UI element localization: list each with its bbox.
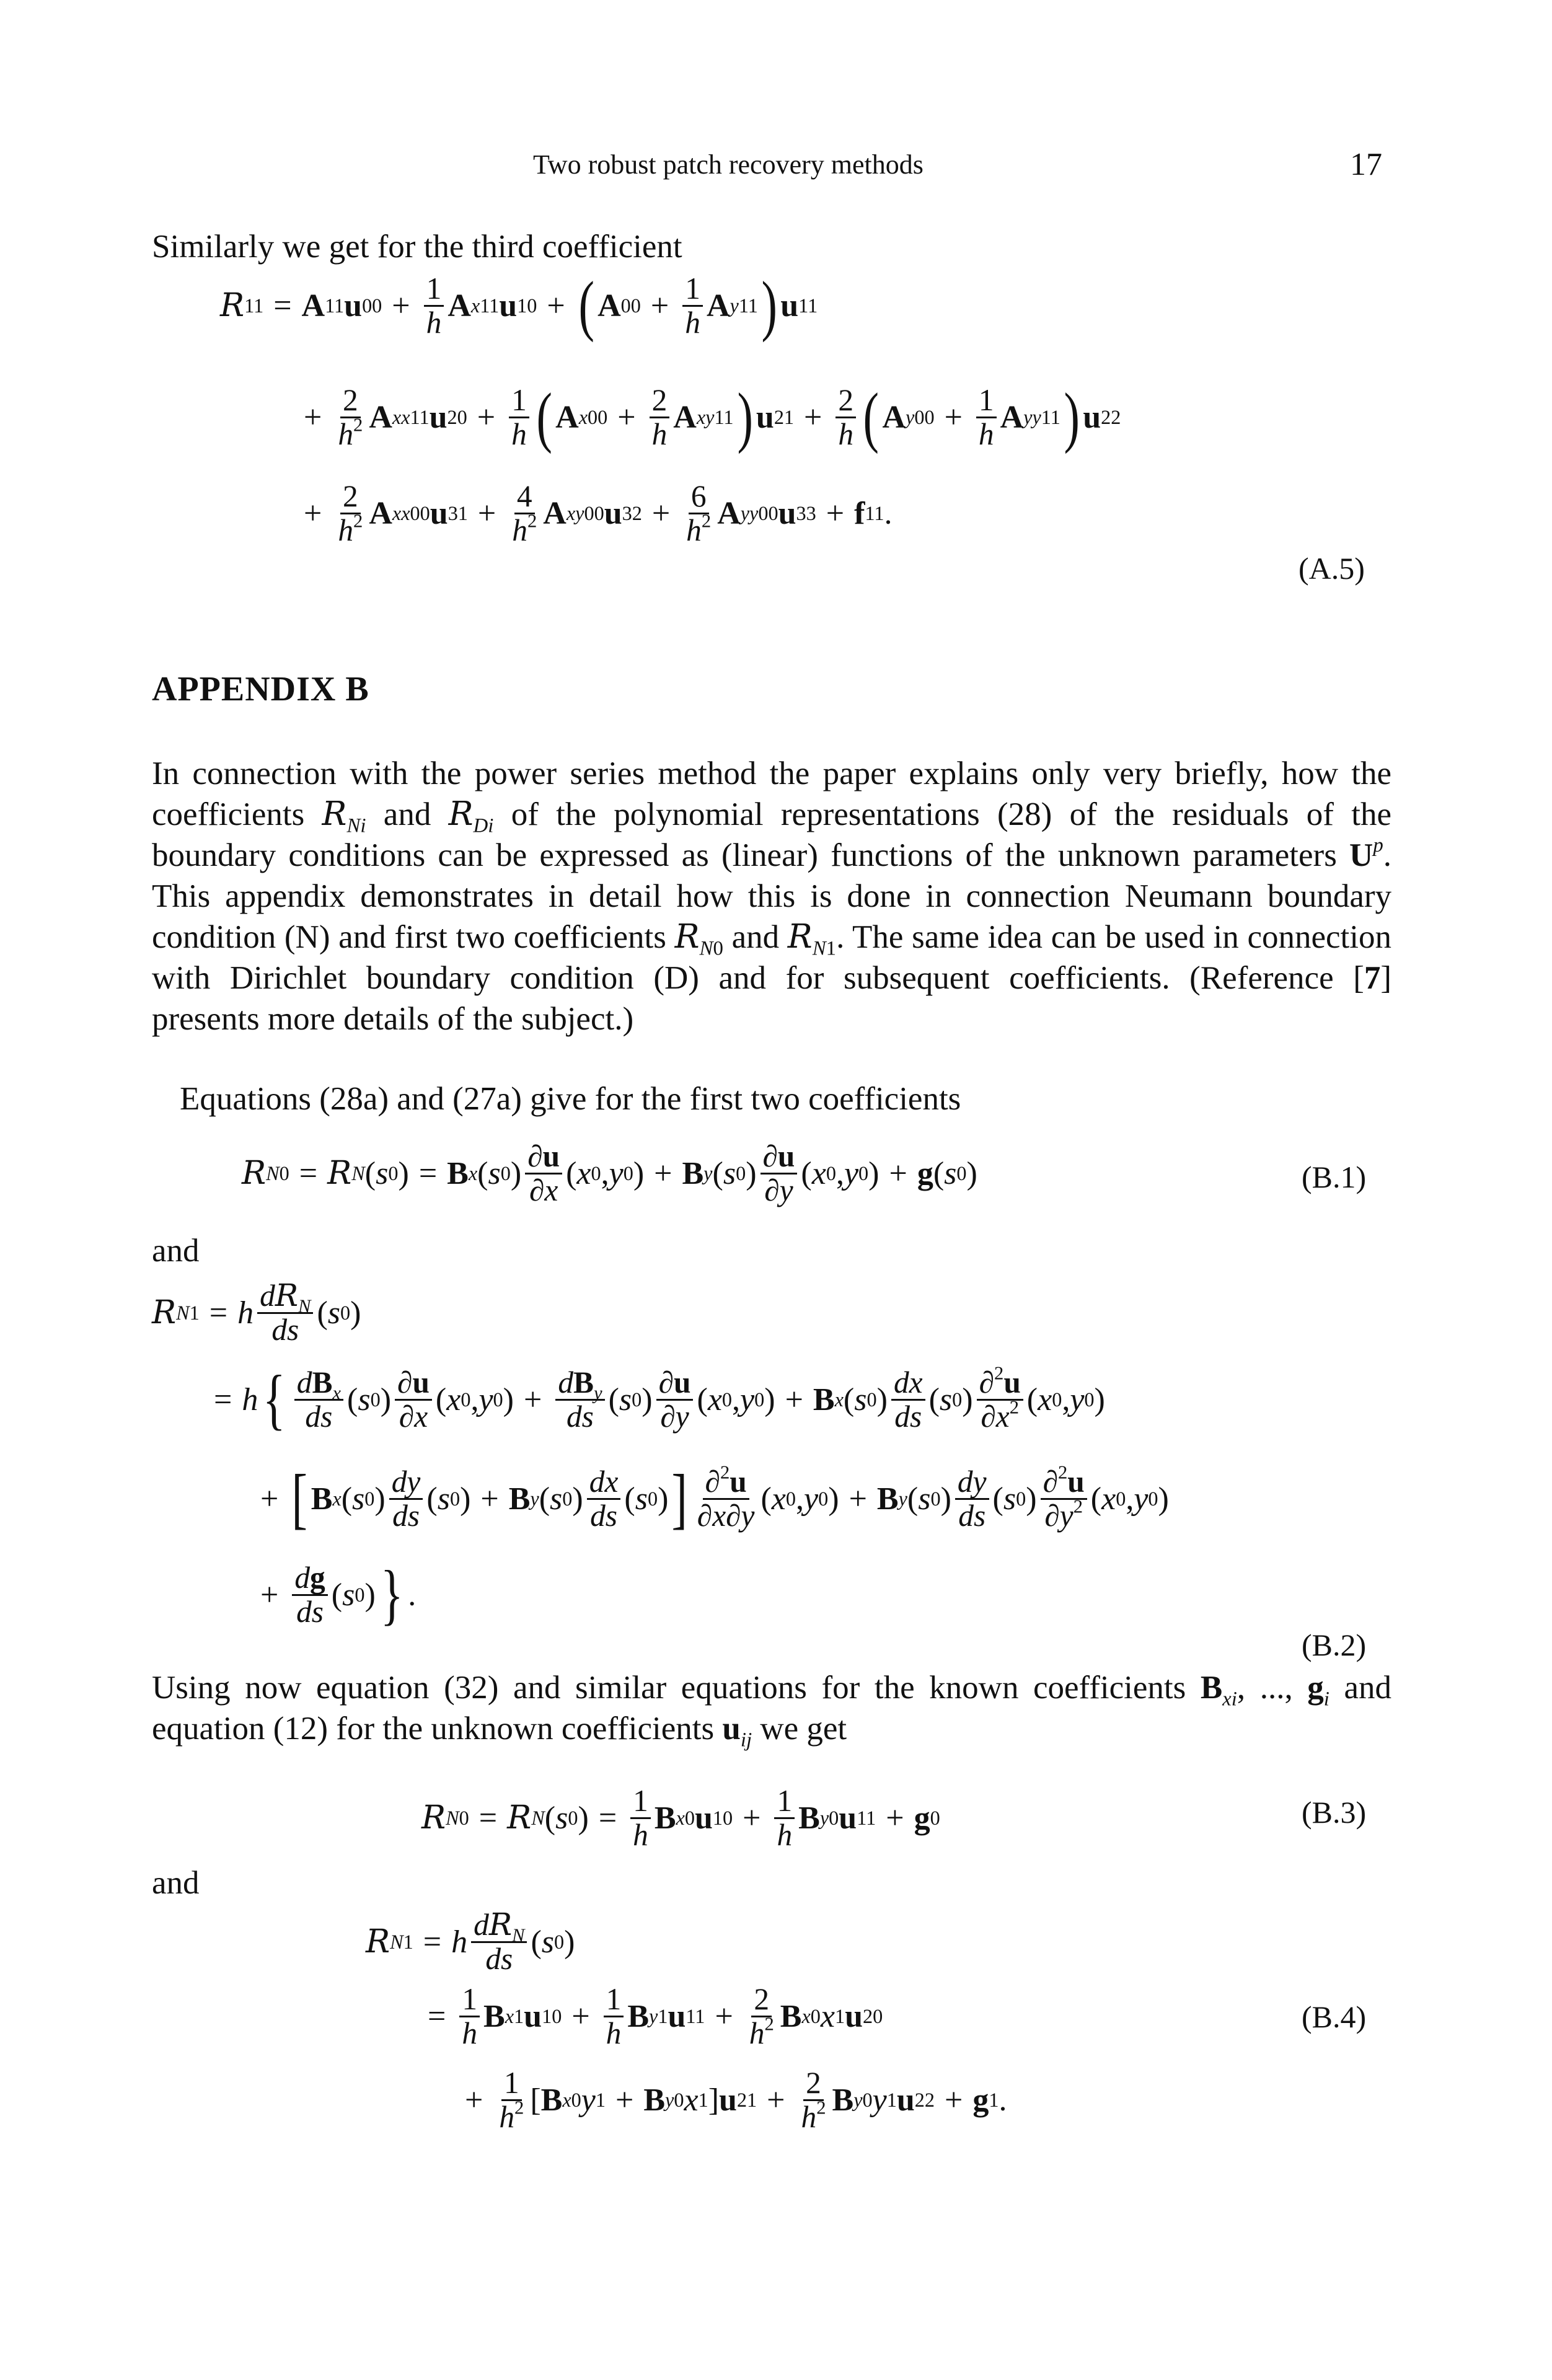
equation-b4-line1: R N 1 = h $\frac{dR_N}{ds}$ ( s 0 ): [366, 1906, 575, 1976]
equation-number-b4: (B.4): [1302, 1999, 1367, 2034]
page-number: 17: [1350, 147, 1382, 182]
equation-b2-line2: = h { $\frac{dB_x}{ds}$ ( s 0 ) $\frac{\partial u}{\partial x}$ ( x 0 , y 0 ) + $\frac{dB_y}{ds}$ ( s 0 ) $\frac{\partial u}{\partial y}$ ( x 0 , y 0 ) + B x ( s 0 ) $\frac{dx}{ds}$ ( s 0 ) $\frac{\partial^2u}{\partial x^2}$ ( x 0 , y 0 ): [214, 1362, 1105, 1437]
equation-b1: R N 0 = R N ( s 0 ) = B x ( s 0 ) $\frac{\partial u}{\partial x}$ ( x 0 , y 0 ) + B y ( s 0 ) $\frac{\partial u}{\partial y}$ ( x 0 , y 0 ) + g ( s 0 ): [242, 1139, 977, 1207]
equation-number-b1: (B.1): [1302, 1160, 1367, 1194]
appendix-heading: APPENDIX B: [152, 670, 369, 708]
equation-number-b3: (B.3): [1302, 1795, 1367, 1830]
equation-b2-line3: + [ B x ( s 0 ) $\frac{dy}{ds}$ ( s 0 ) + B y ( s 0 ) $\frac{dx}{ds}$ ( s 0 ) ] $\frac{\partial^2u}{\partial x\partial y}$ ( x 0 , y 0 ) + B y ( s 0 ) $\frac{dy}{ds}$ ( s 0 ) $\frac{\partial^2u}{\partial y^2}$ ( x 0 , y 0 ): [260, 1461, 1169, 1536]
word-and-1: and: [152, 1233, 200, 1269]
paragraph-3: Using now equation (32) and similar equations for the known coefficients $B_{xi}$, ..., $g_i$ and equation (12) for the unknown coefficients $u_{ij}$ we get: [152, 1670, 1392, 1752]
equation-a5-line3: + $\frac{2}{h^2}$ A xx 00 u 31 + $\frac{4}{h^2}$ A xy 00 u 32 + $\frac{6}{h^2}$ A yy 00 u 33 + f 11 .: [304, 479, 893, 547]
intro-sentence: Similarly we get for the third coefficient: [152, 229, 682, 265]
equation-b4-line3: + $\frac{1}{h^2}$ [ B x 0 y 1 + B y 0 x 1 ] u 21 + $\frac{2}{h^2}$ B y 0 y 1 u 22 + g 1 .: [465, 2066, 1007, 2134]
running-title: Two robust patch recovery methods: [533, 149, 924, 180]
equation-number-b2: (B.2): [1302, 1628, 1367, 1662]
paragraph-1: In connection with the power series method the paper explains only very briefly, how the coefficients $R_{Ni}$ and $R_{Di}$ of the polynomial representations (28) of the residuals of the boundary conditions can be expressed as (linear) functions of the unknown parameters $U^p$. This appendix demonstrates in detail how this is done in connection Neumann boundary condition (N) and first two coefficients $R_{N0}$ and $R_{N1}$. The same idea can be used in connection with Dirichlet boundary condition (D) and for subsequent coefficients. (Reference [7] presents more details of the subject.): [152, 756, 1392, 1037]
word-and-2: and: [152, 1865, 200, 1901]
equation-a5-line2: + $\frac{2}{h^2}$ A xx 11 u 20 + $\frac{1}{h}$ ( A x 00 + $\frac{2}{h}$ A xy 11 ) u 21 + $\frac{2}{h}$ ( A y 00 + $\frac{1}{h}$ A yy 11 ) u 22: [304, 379, 1121, 455]
paragraph-2: Equations (28a) and (27a) give for the first two coefficients: [180, 1081, 961, 1117]
equation-number-a5: (A.5): [1298, 551, 1365, 586]
equation-a5-line1: R 11 = A 11 u 00 + $\frac{1}{h}$ A x 11 u 10 + ( A 00 + $\frac{1}{h}$ A y 11 ) u 11: [220, 268, 818, 343]
equation-b2-line4: + $\frac{dg}{ds}$ ( s 0 ) } .: [260, 1557, 417, 1633]
equation-b2-line1: R N 1 = h $\frac{dR_N}{ds}$ ( s 0 ): [152, 1277, 361, 1347]
equation-b3: R N 0 = R N ( s 0 ) = $\frac{1}{h}$ B x 0 u 10 + $\frac{1}{h}$ B y 0 u 11 + g 0: [421, 1784, 940, 1852]
equation-b4-line2: = $\frac{1}{h}$ B x 1 u 10 + $\frac{1}{h}$ B y 1 u 11 + $\frac{2}{h^2}$ B x 0 x 1 u 20: [428, 1982, 883, 2050]
